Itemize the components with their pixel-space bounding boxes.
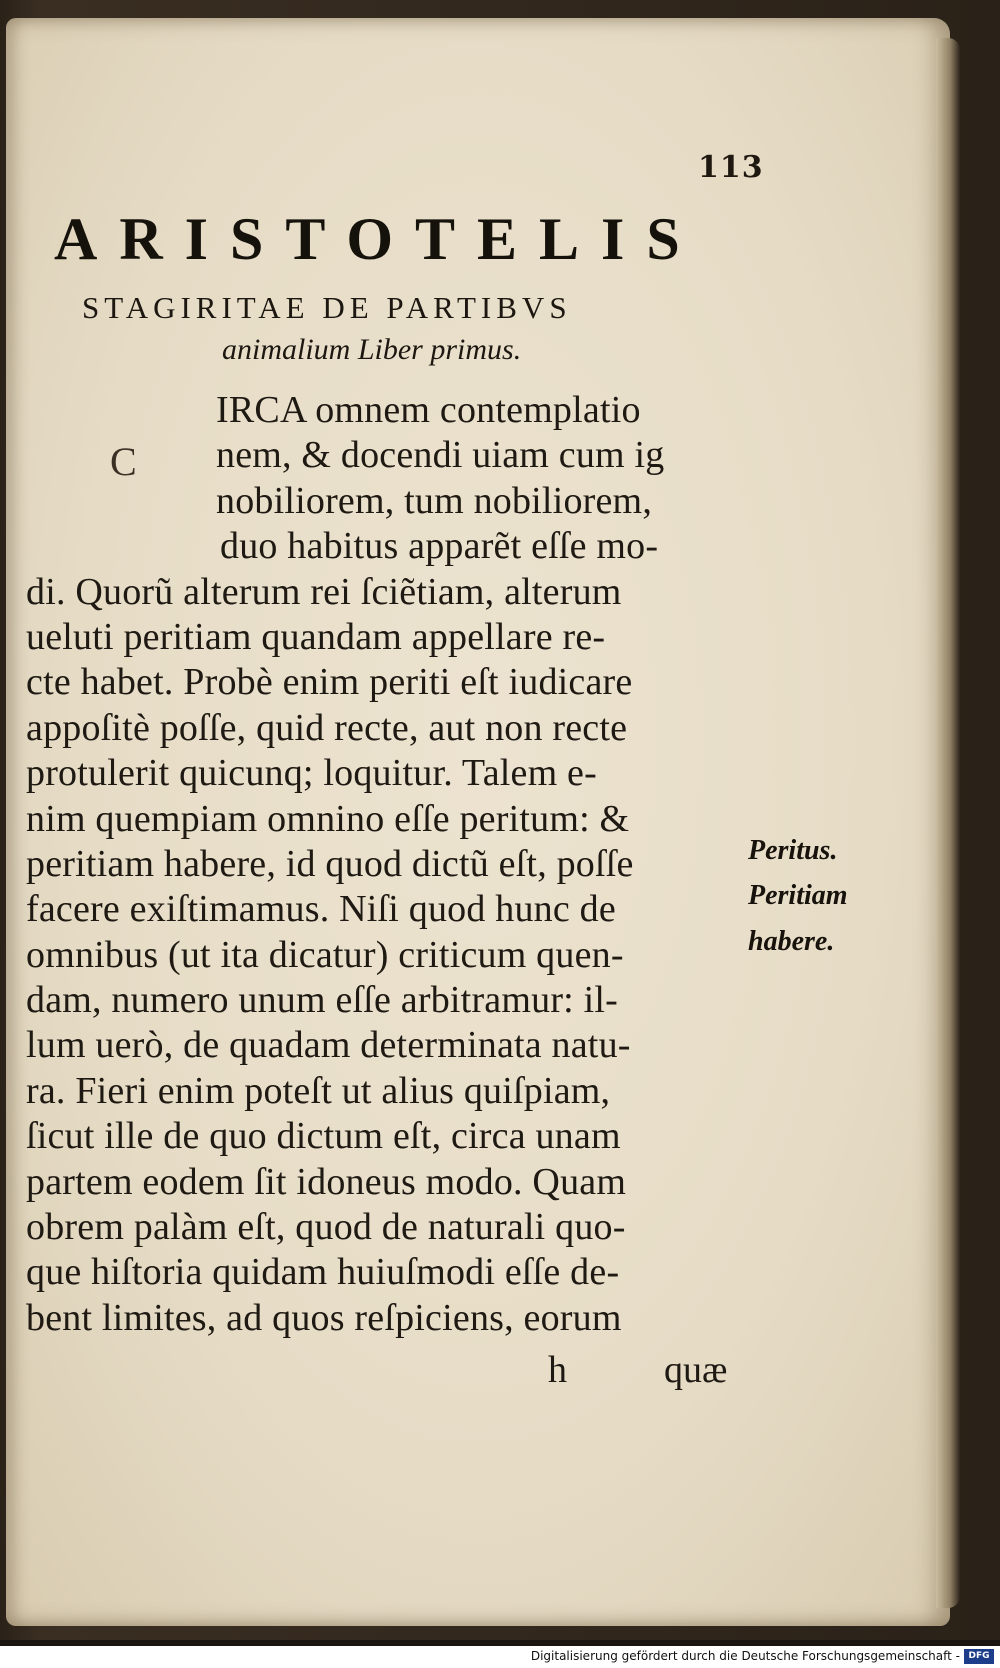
initial-letter: C bbox=[110, 439, 137, 484]
page-number: 113 bbox=[698, 150, 764, 185]
footer-bar bbox=[0, 1646, 1000, 1668]
text-line: partem eodem ſit idoneus modo. Quam bbox=[26, 1160, 627, 1203]
marginal-note: habere. bbox=[748, 925, 835, 957]
title-subtitle: STAGIRITAE DE PARTIBVS bbox=[82, 290, 572, 325]
page-edge bbox=[936, 38, 960, 1608]
text-line: dam, numero unum eſſe arbitramur: il- bbox=[26, 979, 619, 1022]
text-line: nobiliorem, tum nobiliorem, bbox=[216, 479, 653, 522]
text-line: protulerit quicunq; loquitur. Talem e- bbox=[26, 752, 597, 795]
marginal-note: Peritiam bbox=[748, 880, 848, 912]
text-line: omnibus (ut ita dicatur) criticum quen- bbox=[26, 933, 624, 976]
funding-credit: Digitalisierung gefördert durch die Deutsche Forschungsgemeinschaft - bbox=[530, 1649, 960, 1663]
text-line: duo habitus apparẽt eſſe mo- bbox=[220, 525, 659, 568]
title-author: ARISTOTELIS bbox=[54, 206, 702, 272]
marginal-note: Peritus. bbox=[748, 835, 838, 866]
text-line: nim quempiam omnino eſſe peritum: & bbox=[26, 797, 630, 840]
text-line: peritiam habere, id quod dictũ eſt, poſſe bbox=[26, 842, 634, 885]
text-line: que hiſtoria quidam huiuſmodi eſſe de- bbox=[26, 1251, 620, 1294]
dfg-logo: DFG bbox=[964, 1649, 994, 1664]
text-line: obrem palàm eſt, quod de naturali quo- bbox=[26, 1206, 626, 1249]
text-line: di. Quorũ alterum rei ſciẽtiam, alterum bbox=[26, 570, 622, 613]
text-line: ſicut ille de quo dictum eſt, circa unam bbox=[26, 1115, 621, 1158]
text-line: lum uerò, de quadam determinata natu- bbox=[26, 1024, 631, 1067]
text-line: facere exiſtimamus. Niſi quod hunc de bbox=[26, 888, 616, 931]
text-line: bent limites, ad quos reſpiciens, eorum bbox=[26, 1296, 622, 1339]
title-book: animalium Liber primus. bbox=[222, 333, 522, 366]
text-line: cte habet. Probè enim periti eſt iudicare bbox=[26, 661, 633, 704]
text-line: nem, & docendi uiam cum ig bbox=[216, 434, 665, 477]
signature-mark: h bbox=[548, 1349, 567, 1391]
text-line: appoſitè poſſe, quid recte, aut non recte bbox=[26, 706, 628, 749]
text-line: ueluti peritiam quandam appellare re- bbox=[26, 615, 606, 658]
catchword: quæ bbox=[664, 1349, 728, 1391]
body-text bbox=[26, 388, 746, 1341]
catchword-row bbox=[0, 1348, 744, 1394]
marginal-notes bbox=[748, 828, 868, 964]
text-line: IRCA omnem contemplatio bbox=[216, 389, 641, 431]
text-line: ra. Fieri enim poteſt ut alius quiſpiam, bbox=[26, 1069, 611, 1112]
